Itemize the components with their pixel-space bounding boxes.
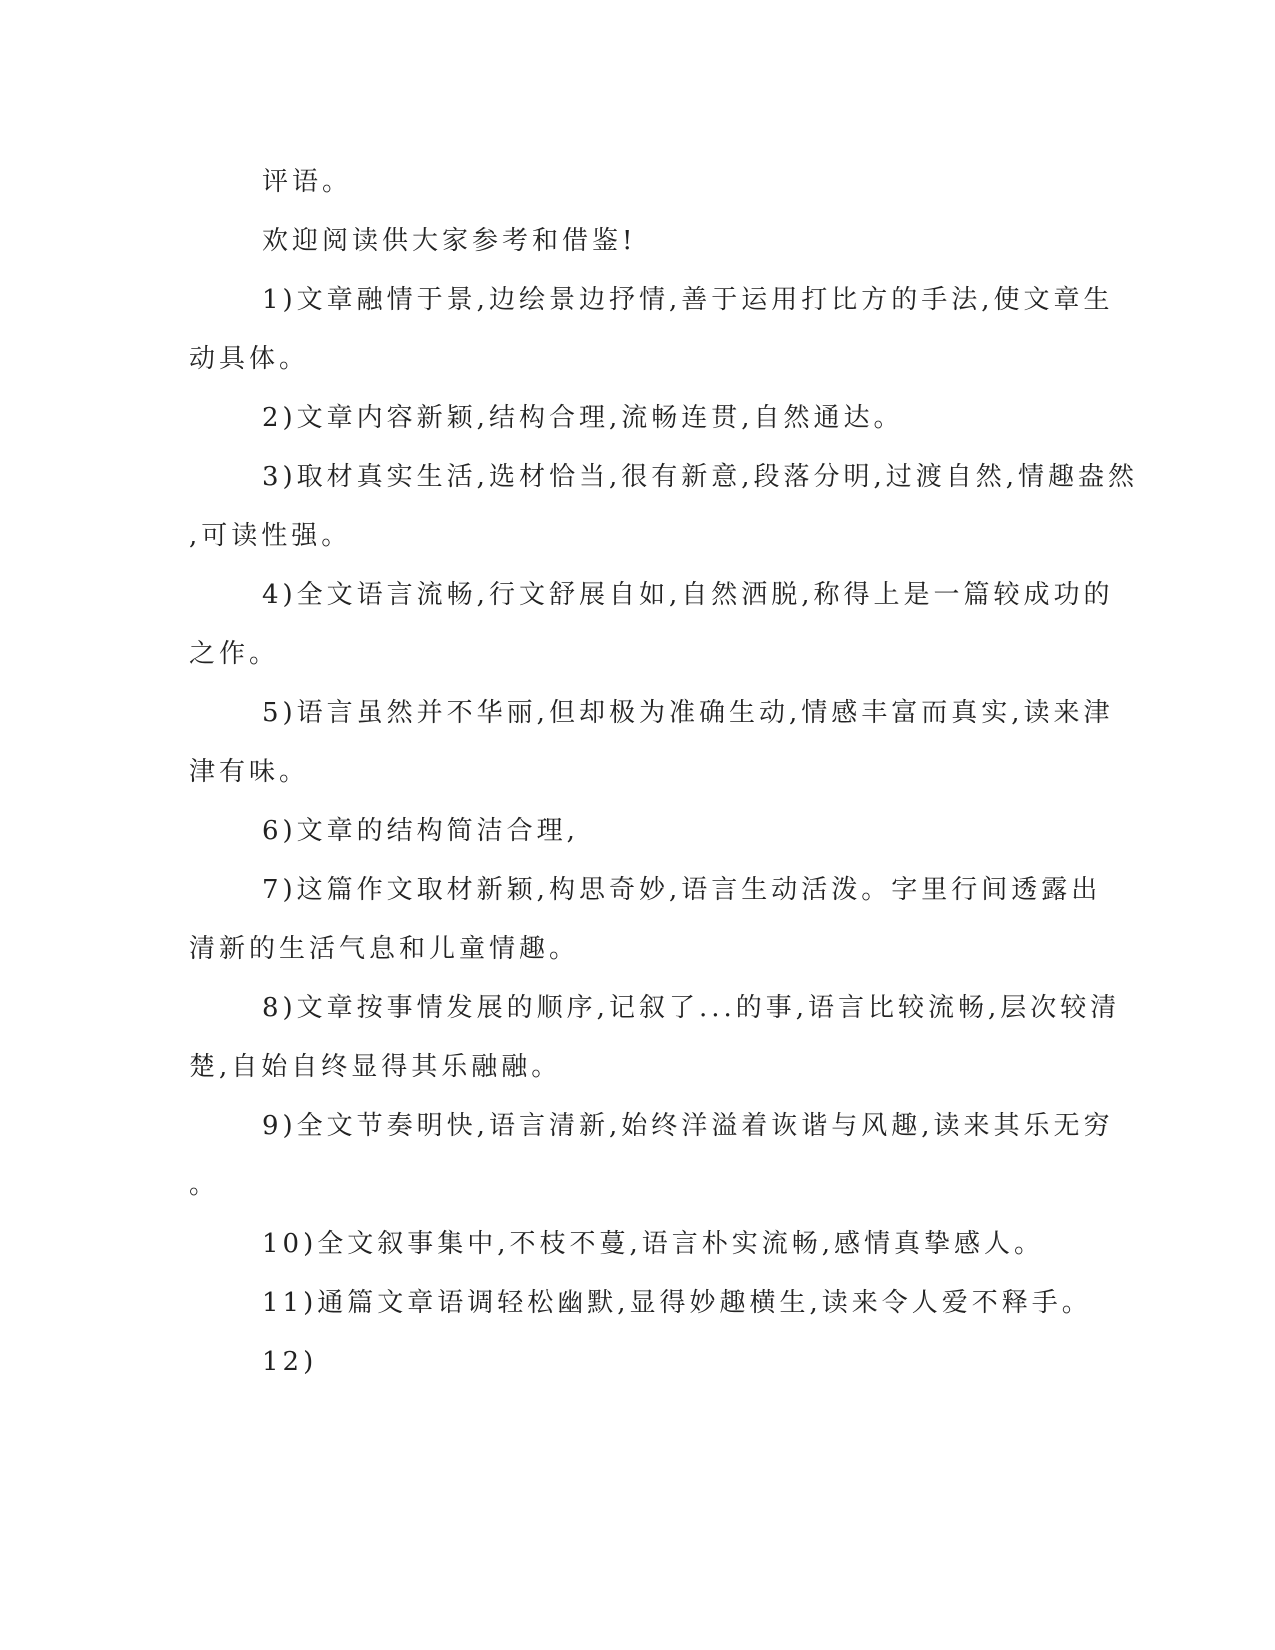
- text-line-10: 5)语言虽然并不华丽,但却极为准确生动,情感丰富而真实,读来津: [262, 698, 1114, 728]
- text-line-19: 10)全文叙事集中,不枝不蔓,语言朴实流畅,感情真挚感人。: [262, 1229, 1045, 1259]
- text-line-17: 9)全文节奏明快,语言清新,始终洋溢着诙谐与风趣,读来其乐无穷: [262, 1111, 1114, 1141]
- text-line-9: 之作。: [189, 639, 280, 669]
- text-line-4: 动具体。: [189, 344, 310, 374]
- text-line-2: 欢迎阅读供大家参考和借鉴!: [262, 226, 637, 256]
- text-line-1: 评语。: [262, 167, 353, 197]
- text-line-15: 8)文章按事情发展的顺序,记叙了...的事,语言比较流畅,层次较清: [262, 993, 1121, 1023]
- text-line-16: 楚,自始自终显得其乐融融。: [189, 1052, 562, 1082]
- text-line-13: 7)这篇作文取材新颖,构思奇妙,语言生动活泼。字里行间透露出: [262, 875, 1102, 905]
- text-line-12: 6)文章的结构简洁合理,: [262, 816, 579, 846]
- text-line-11: 津有味。: [189, 757, 310, 787]
- text-line-6: 3)取材真实生活,选材恰当,很有新意,段落分明,过渡自然,情趣盎然: [262, 462, 1139, 492]
- text-line-21: 12): [262, 1347, 318, 1377]
- text-line-7: ,可读性强。: [189, 521, 352, 551]
- text-line-14: 清新的生活气息和儿童情趣。: [189, 934, 580, 964]
- text-line-18: 。: [189, 1170, 220, 1200]
- text-line-3: 1)文章融情于景,边绘景边抒情,善于运用打比方的手法,使文章生: [262, 285, 1114, 315]
- text-line-8: 4)全文语言流畅,行文舒展自如,自然洒脱,称得上是一篇较成功的: [262, 580, 1114, 610]
- text-line-5: 2)文章内容新颖,结构合理,流畅连贯,自然通达。: [262, 403, 904, 433]
- text-line-20: 11)通篇文章语调轻松幽默,显得妙趣横生,读来令人爱不释手。: [262, 1288, 1092, 1318]
